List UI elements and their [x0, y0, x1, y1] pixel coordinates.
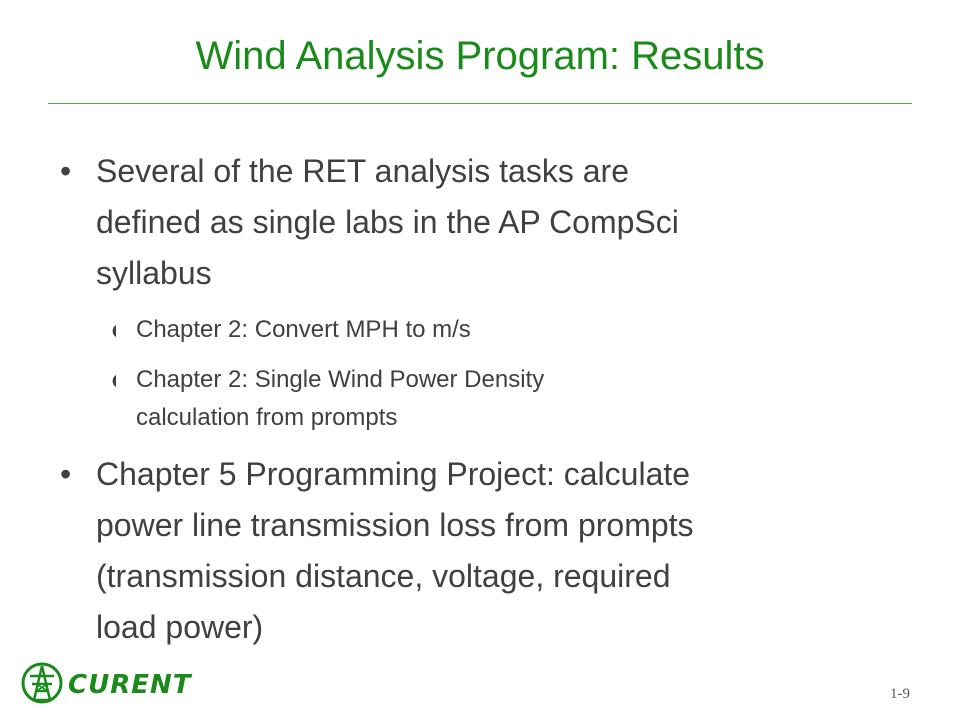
title-divider [48, 103, 912, 104]
sub-bullet-1-line-1: Chapter 2: Convert MPH to m/s [136, 316, 471, 343]
sub-bullet-2-line-2: calculation from prompts [136, 404, 398, 431]
bullet-2-line-1: Chapter 5 Programming Project: calculate [96, 456, 691, 492]
bullet-mark: • [60, 153, 72, 189]
bullet-1-line-1: Several of the RET analysis tasks are [96, 153, 629, 189]
bullet-2-line-4: load power) [96, 609, 264, 645]
slide-title: Wind Analysis Program: Results [195, 34, 765, 78]
bullet-1-line-3: syllabus [96, 255, 212, 291]
sub-bullet-2-line-1: Chapter 2: Single Wind Power Density [136, 366, 545, 393]
bullet-2-line-2: power line transmission loss from prompts [96, 507, 694, 543]
bullet-2 [58, 449, 918, 653]
sub-bullet-1 [58, 311, 918, 349]
bullet-1 [58, 146, 918, 299]
half-disc-bullet-icon [107, 324, 117, 338]
page-number: 1-9 [890, 686, 910, 702]
bullet-1-line-2: defined as single labs in the AP CompSci [96, 204, 679, 240]
curent-logo [20, 658, 195, 708]
sub-bullet-2 [58, 361, 918, 437]
transmission-tower-logo-icon [20, 660, 66, 706]
bullet-mark: • [60, 456, 72, 492]
logo-wordmark: CURENT [68, 670, 192, 700]
bullet-2-line-3: (transmission distance, voltage, required [96, 558, 671, 594]
half-disc-bullet-icon [107, 374, 117, 388]
slide-body [58, 146, 918, 653]
